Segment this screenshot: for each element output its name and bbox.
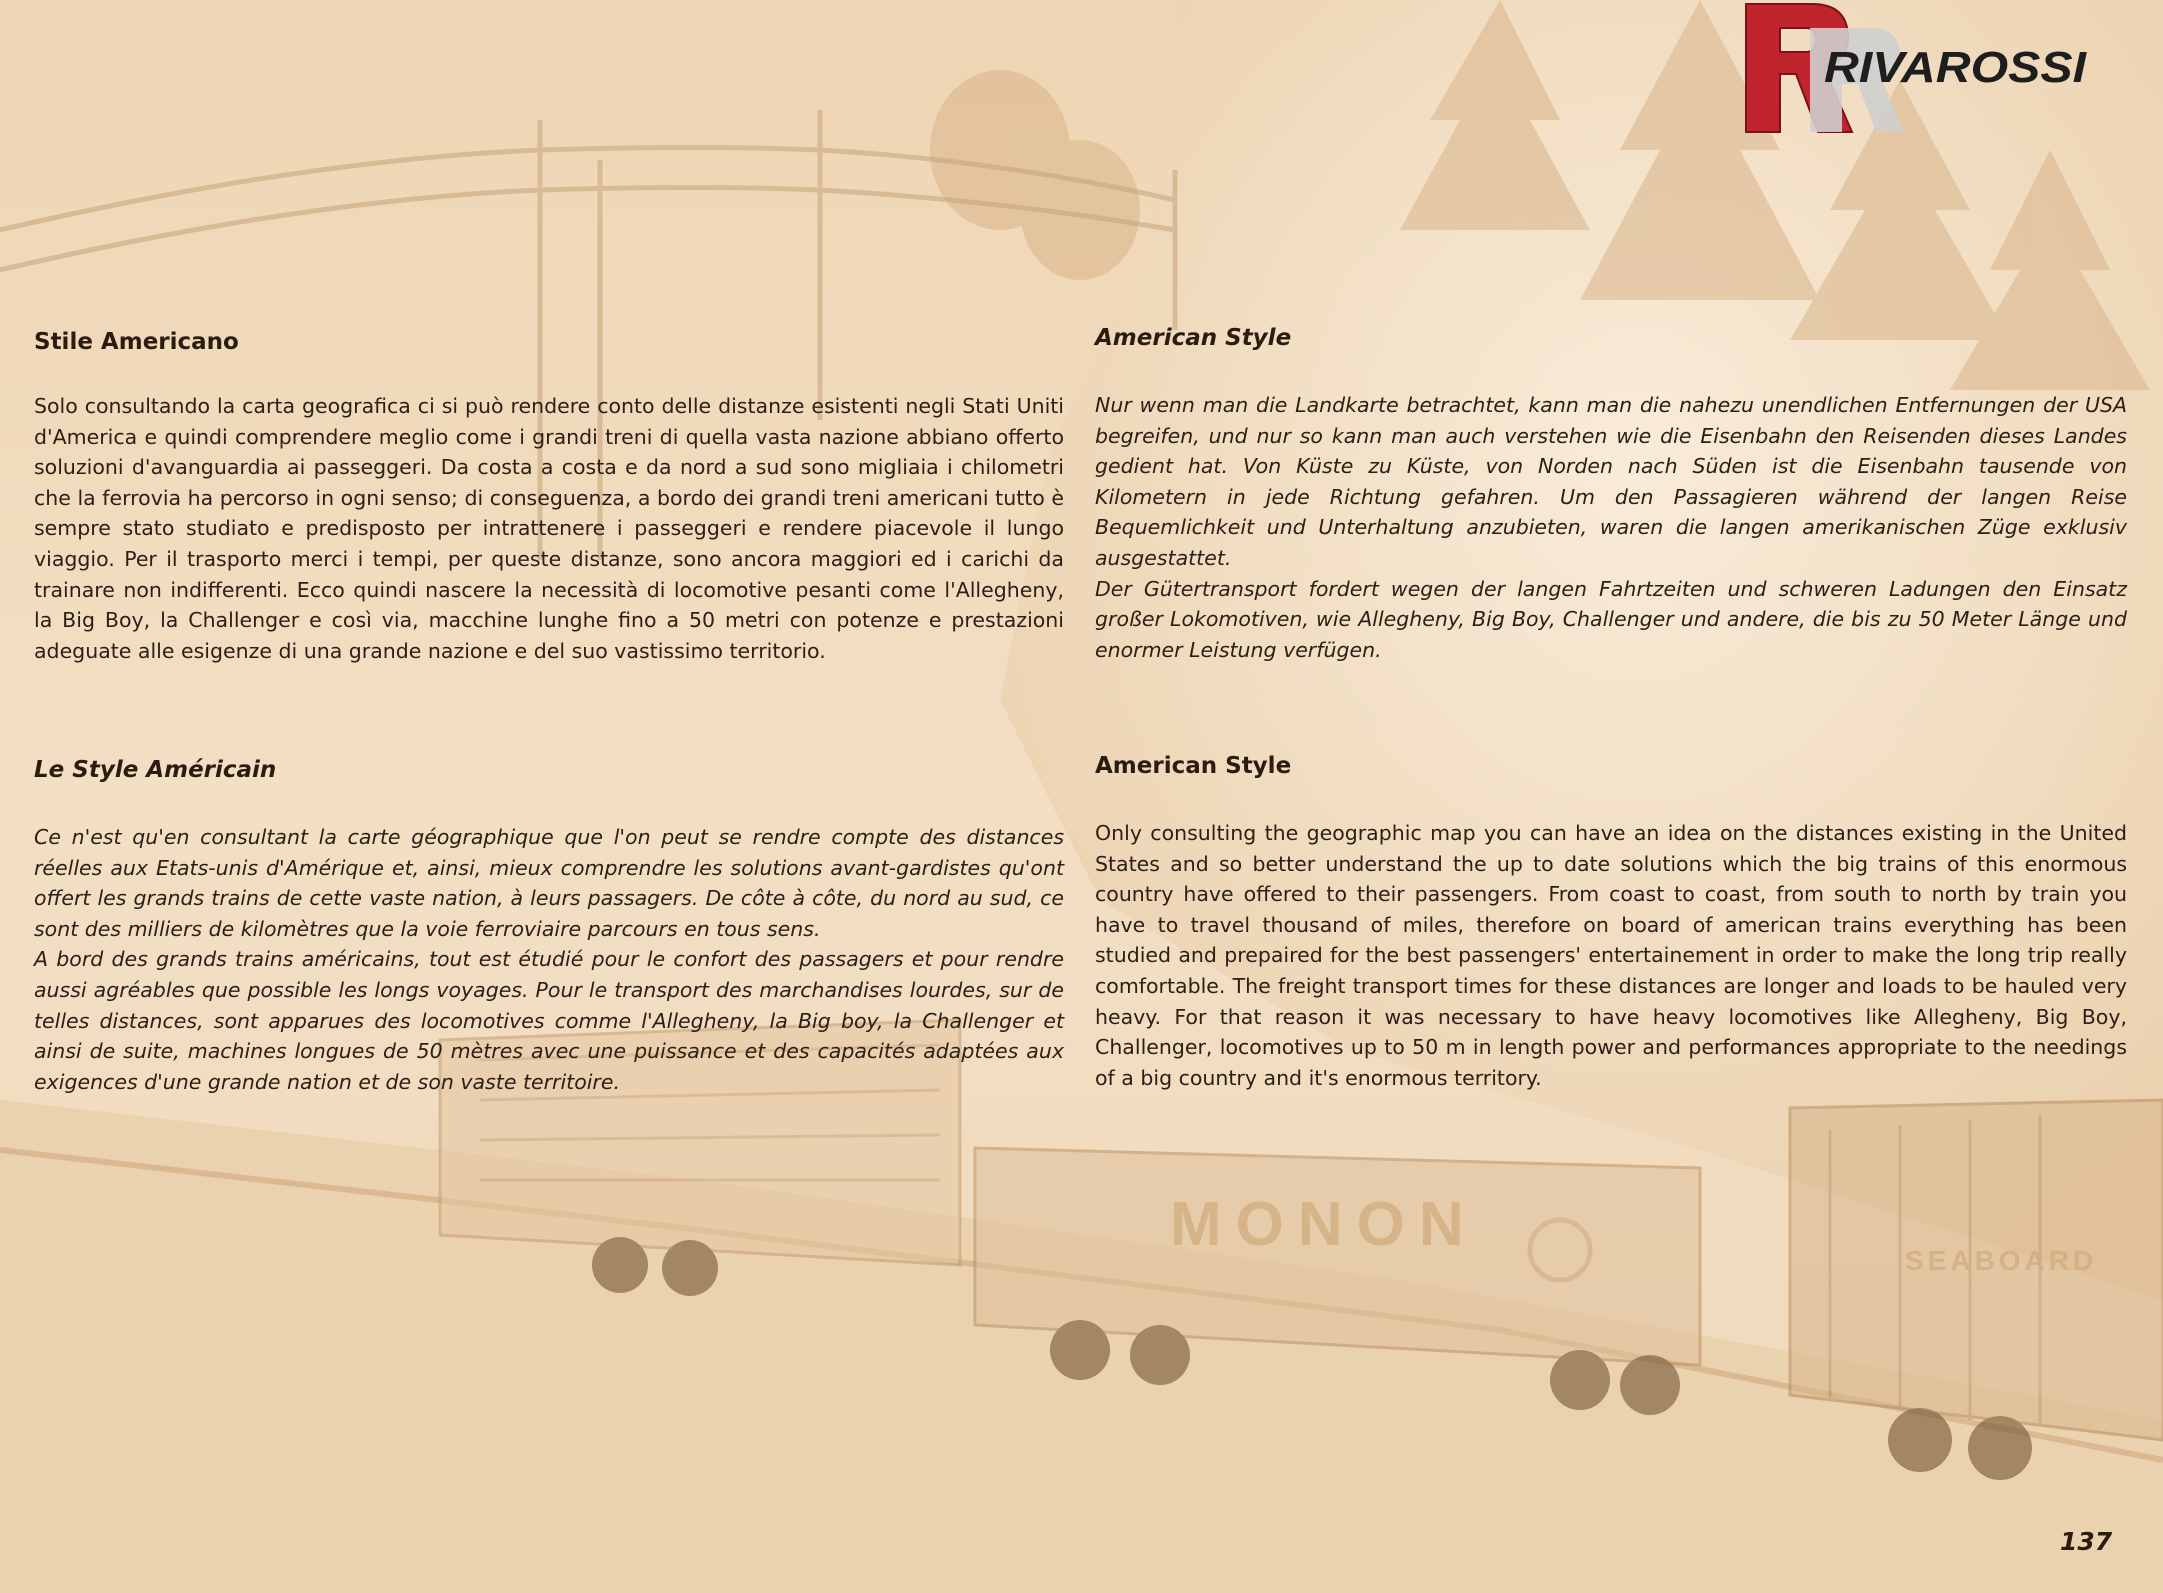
car-lettering-monon: MONON: [1170, 1190, 1478, 1259]
section-french: [34, 755, 1064, 1097]
rivarossi-logo: [1740, 0, 2135, 140]
italian-body: Solo consultando la carta geografica ci si può rendere conto delle distanze esistenti negli Stati Uniti d'America e quindi comprendere meglio come i grandi treni di quella vasta nazione abbiano offerto soluzioni d'avanguardia ai passeggeri. Da costa a costa e da nord a sud sono migliaia i chilometri che la ferrovia ha percorso in ogni senso; di conseguenza, a bordo dei grandi treni americani tutto è sempre stato studiato e predisposto per intrattenere i passeggeri e rendere piacevole il lungo viaggio. Per il trasporto merci i tempi, per queste distanze, sono ancora maggiori ed i carichi da trainare non indifferenti. Ecco quindi nascere la necessità di locomotive pesanti come l'Allegheny, la Big Boy, la Challenger e così via, macchine lunghe fino a 50 metri con potenze e prestazioni adeguate alle esigenze di una grande nazione e del suo vastissimo territorio.: [34, 394, 1064, 663]
french-body-paragraph-1: Ce n'est qu'en consultant la carte géographique que l'on peut se rendre compte des distances réelles aux Etats-unis d'Amérique et, ainsi, mieux comprendre les solutions avant-gardistes qu'ont offert les grands trains de cette vaste nation, à leurs passagers. De côte à côte, du nord au sud, ce sont des milliers de kilomètres que la voie ferroviaire parcours en tous sens.: [34, 825, 1064, 941]
italian-title: Stile Americano: [34, 329, 239, 355]
section-english: [1095, 751, 2127, 1093]
french-title: Le Style Américain: [34, 757, 277, 783]
section-german: [1095, 323, 2127, 665]
french-body-paragraph-2: A bord des grands trains américains, tout est étudié pour le confort des passagers et pour rendre aussi agréables que possible les longs voyages. Pour le transport des marchandises lourdes, sur de telles distances, sont apparues des locomotives comme l'Allegheny, la Big boy, la Challenger et ainsi de suite, machines longues de 50 mètres avec une puissance et des capacités adaptées aux exigences d'une grande nation et de son vaste territoire.: [34, 947, 1064, 1094]
section-italian: [34, 327, 1064, 666]
page-number: 137: [2060, 1527, 2113, 1556]
rivarossi-wordmark: RIVAROSSI: [1824, 43, 2087, 92]
german-title: American Style: [1095, 325, 1292, 351]
english-title: American Style: [1095, 753, 1292, 779]
car-lettering-seaboard: SEABOARD: [1905, 1245, 2098, 1276]
german-body-paragraph-1: Nur wenn man die Landkarte betrachtet, kann man die nahezu unendlichen Entfernungen der USA begreifen, und nur so kann man auch verstehen wie die Eisenbahn den Reisenden dieses Landes gedient hat. Von Küste zu Küste, von Norden nach Süden ist die Eisenbahn tausende von Kilometern in jede Richtung gefahren. Um den Passagieren während der langen Reise Bequemlichkeit und Unterhaltung anzubieten, waren die langen amerikanischen Züge exklusiv ausgestattet.: [1095, 393, 2127, 570]
english-body: Only consulting the geographic map you can have an idea on the distances existing in the United States and so better understand the up to date solutions which the big trains of this enormous country have offered to their passengers. From coast to coast, from south to north by train you have to travel thousand of miles, therefore on board of american trains everything has been studied and prepaired for the best passengers' entertainement in order to make the long trip really comfortable. The freight transport times for these distances are longer and loads to be hauled very heavy. For that reason it was necessary to have heavy locomotives like Allegheny, Big Boy, Challenger, locomotives up to 50 m in length power and performances appropriate to the needings of a big country and it's enormous territory.: [1095, 821, 2127, 1090]
german-body-paragraph-2: Der Gütertransport fordert wegen der langen Fahrtzeiten und schweren Ladungen den Einsatz großer Lokomotiven, wie Allegheny, Big Boy, Challenger und andere, die bis zu 50 Meter Länge und enormer Leistung verfügen.: [1095, 576, 2127, 662]
